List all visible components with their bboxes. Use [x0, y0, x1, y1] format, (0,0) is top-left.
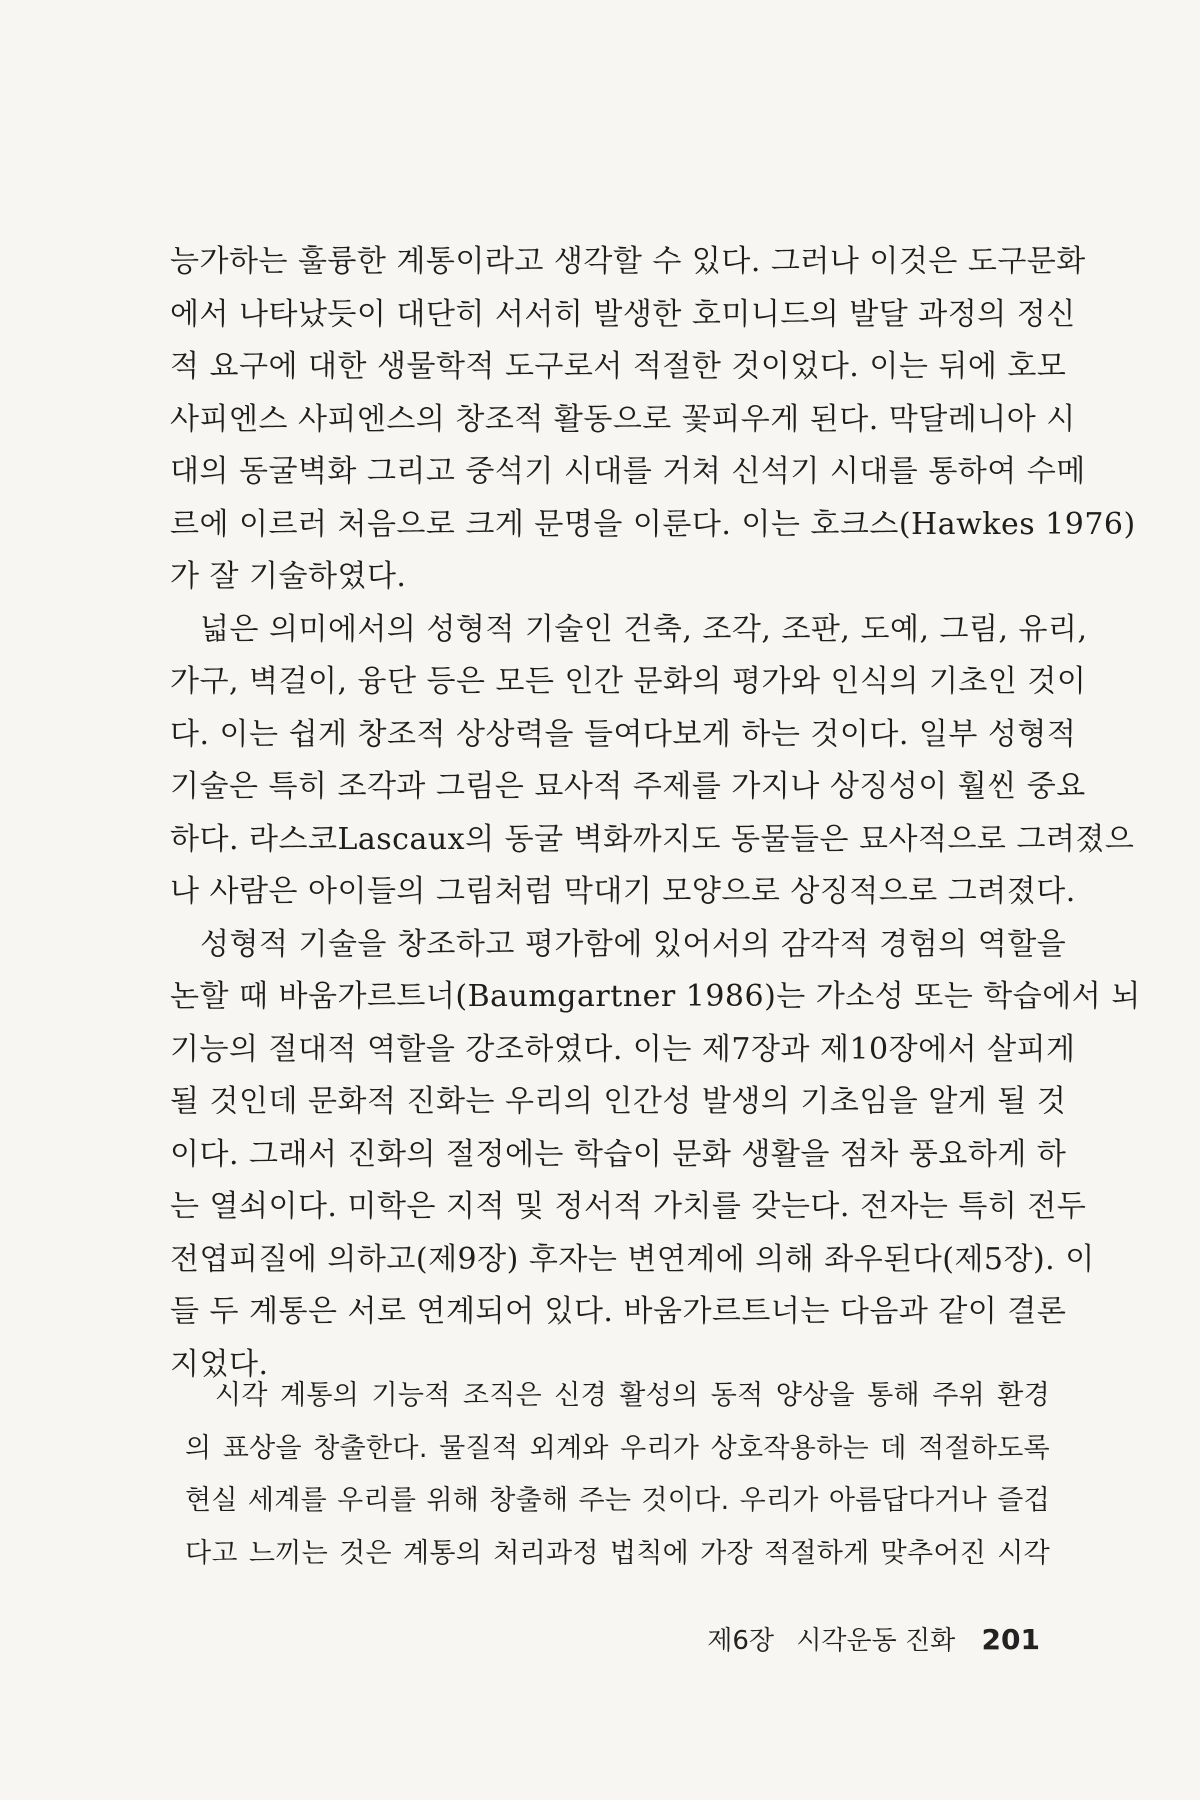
footer-section-title: 시각운동 진화	[796, 1626, 956, 1656]
paragraph-3	[170, 919, 1141, 1392]
text-line: 나 사람은 아이들의 그림처럼 막대기 모양으로 상징적으로 그려졌다.	[170, 874, 1076, 909]
text-line: 전엽피질에 의하고(제9장) 후자는 변연계에 의해 좌우된다(제5장). 이	[170, 1241, 1095, 1277]
block-quote	[185, 1370, 1050, 1580]
quote-line: 현실 세계를 우리를 위해 창출해 주는 것이다. 우리가 아름답다거나 즐겁	[185, 1485, 1050, 1516]
text-line: 적 요구에 대한 생물학적 도구로서 적절한 것이었다. 이는 뒤에 호모	[170, 349, 1067, 384]
paragraph-2	[170, 604, 1135, 919]
text-line: 가 잘 기술하였다.	[170, 559, 407, 594]
paragraph-1	[170, 236, 1136, 604]
text-line: 들 두 계통은 서로 연계되어 있다. 바움가르트너는 다음과 같이 결론	[170, 1294, 1067, 1329]
running-footer	[700, 1620, 1040, 1657]
text-line: 논할 때 바움가르트너(Baumgartner 1986)는 가소성 또는 학습에서 뇌	[170, 979, 1141, 1014]
text-line: 기능의 절대적 역할을 강조하였다. 이는 제7장과 제10장에서 살피게	[170, 1031, 1076, 1067]
text-line: 에서 나타났듯이 대단히 서서히 발생한 호미니드의 발달 과정의 정신	[170, 296, 1076, 332]
text-line: 성형적 기술을 창조하고 평가함에 있어서의 감각적 경험의 역할을	[200, 926, 1067, 962]
text-line: 이다. 그래서 진화의 절정에는 학습이 문화 생활을 점차 풍요하게 하	[170, 1136, 1067, 1172]
text-line: 다. 이는 쉽게 창조적 상상력을 들여다보게 하는 것이다. 일부 성형적	[170, 716, 1077, 752]
text-line: 대의 동굴벽화 그리고 중석기 시대를 거쳐 신석기 시대를 통하여 수메	[170, 454, 1086, 489]
quote-line: 시각 계통의 기능적 조직은 신경 활성의 동적 양상을 통해 주위 환경	[215, 1380, 1050, 1411]
text-line: 하다. 라스코Lascaux의 동굴 벽화까지도 동물들은 묘사적으로 그려졌으	[170, 821, 1135, 857]
page-number: 201	[981, 1623, 1040, 1656]
quote-line: 다고 느끼는 것은 계통의 처리과정 법칙에 가장 적절하게 맞추어진 시각	[185, 1537, 1050, 1569]
text-line: 능가하는 훌륭한 계통이라고 생각할 수 있다. 그러나 이것은 도구문화	[170, 244, 1086, 279]
text-line: 기술은 특히 조각과 그림은 묘사적 주제를 가지나 상징성이 훨씬 중요	[170, 769, 1086, 804]
footer-chapter: 제6장	[707, 1626, 775, 1656]
text-line: 될 것인데 문화적 진화는 우리의 인간성 발생의 기초임을 알게 될 것	[170, 1084, 1067, 1119]
body-text	[170, 236, 1141, 1391]
text-line: 지었다.	[170, 1346, 269, 1382]
text-line: 는 열쇠이다. 미학은 지적 및 정서적 가치를 갖는다. 전자는 특히 전두	[170, 1189, 1087, 1224]
text-line: 르에 이르러 처음으로 크게 문명을 이룬다. 이는 호크스(Hawkes 1976)	[170, 506, 1136, 542]
quote-line: 의 표상을 창출한다. 물질적 외계와 우리가 상호작용하는 데 적절하도록	[185, 1432, 1050, 1464]
text-line: 가구, 벽걸이, 융단 등은 모든 인간 문화의 평가와 인식의 기초인 것이	[170, 664, 1087, 699]
text-line: 사피엔스 사피엔스의 창조적 활동으로 꽃피우게 된다. 막달레니아 시	[170, 401, 1076, 437]
text-line: 넓은 의미에서의 성형적 기술인 건축, 조각, 조판, 도예, 그림, 유리,	[200, 611, 1088, 647]
